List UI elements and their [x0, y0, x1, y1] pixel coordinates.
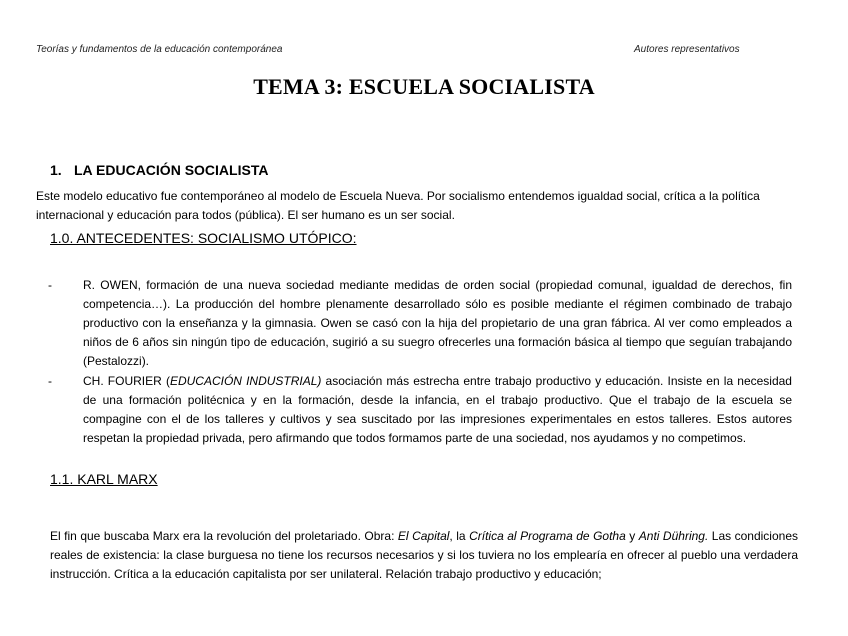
page-title: TEMA 3: ESCUELA SOCIALISTA — [253, 74, 595, 99]
marx-text-start: El fin que buscaba Marx era la revolución del proletariado. Obra: — [50, 529, 398, 543]
section-heading — [50, 162, 268, 178]
bullet-owen — [48, 276, 792, 371]
subsection-heading-antecedentes: 1.0. ANTECEDENTES: SOCIALISMO UTÓPICO: — [50, 230, 357, 246]
marx-paragraph — [50, 527, 798, 584]
running-header-left: Teorías y fundamentos de la educación contemporánea — [36, 44, 283, 55]
work-title: Anti Dühring. — [638, 529, 709, 543]
bullet-text: R. OWEN, formación de una nueva sociedad mediante medidas de orden social (propiedad comunal, igualdad de derechos, fin competencia…). La producción del hombre plenamente desarrollado sólo es posible mediante el régimen combinado de trabajo productivo con la enseñanza y la gimnasia. Owen se casó con la hija del propietario de una gran fábrica. Al ver como empleados a niños de 6 años sin ningún tipo de educación, sugirió a su suegro ofrecerles una formación básica al tiempo que seguían trabajando (Pestalozzi). — [83, 278, 792, 368]
subsection-heading-marx: 1.1. KARL MARX — [50, 471, 158, 487]
bullet-italic: EDUCACIÓN INDUSTRIAL) — [169, 374, 322, 388]
running-header-right: Autores representativos — [634, 44, 740, 55]
bullet-prefix: CH. FOURIER ( — [83, 374, 170, 388]
bullet-text: asociación más estrecha entre trabajo productivo y educación. Insiste en la necesidad de una formación politécnica y en la formación, desde la infancia, en el trabajo productivo. Que el trabajo de la escuela se compagine con el de los talleres y cultivos y sea suscitado por las impresiones experimentales en estos talleres. Estos autores respetan la propiedad privada, pero afirmando que todos formamos parte de una sociedad, nos ayudamos y no competimos. — [83, 374, 792, 445]
intro-paragraph: Este modelo educativo fue contemporáneo al modelo de Escuela Nueva. Por socialismo entendemos igualdad social, crítica a la política internacional y educación para todos (pública). El ser humano es un ser social. — [36, 189, 760, 222]
section-number: 1. — [50, 162, 62, 178]
bullet-dash: - — [48, 278, 52, 292]
section-heading-text: LA EDUCACIÓN SOCIALISTA — [74, 162, 269, 178]
list-item — [48, 276, 792, 371]
marx-text-end: Las condiciones reales de existencia: la clase burguesa no tiene los recursos necesarios y si los tuviera no los emplearía en ofrecer al pueblo una verdadera instrucción. Crítica a la educación capitalista por ser unilateral. Relación trabajo productivo y educación; — [50, 529, 798, 581]
bullet-fourier — [48, 372, 792, 448]
list-item — [48, 372, 792, 448]
work-title: El Capital — [397, 529, 450, 543]
work-title: Crítica al Programa de Gotha — [469, 529, 626, 543]
marx-text-mid: , la — [449, 529, 470, 543]
bullet-dash: - — [48, 374, 52, 388]
marx-text-mid: y — [625, 529, 639, 543]
